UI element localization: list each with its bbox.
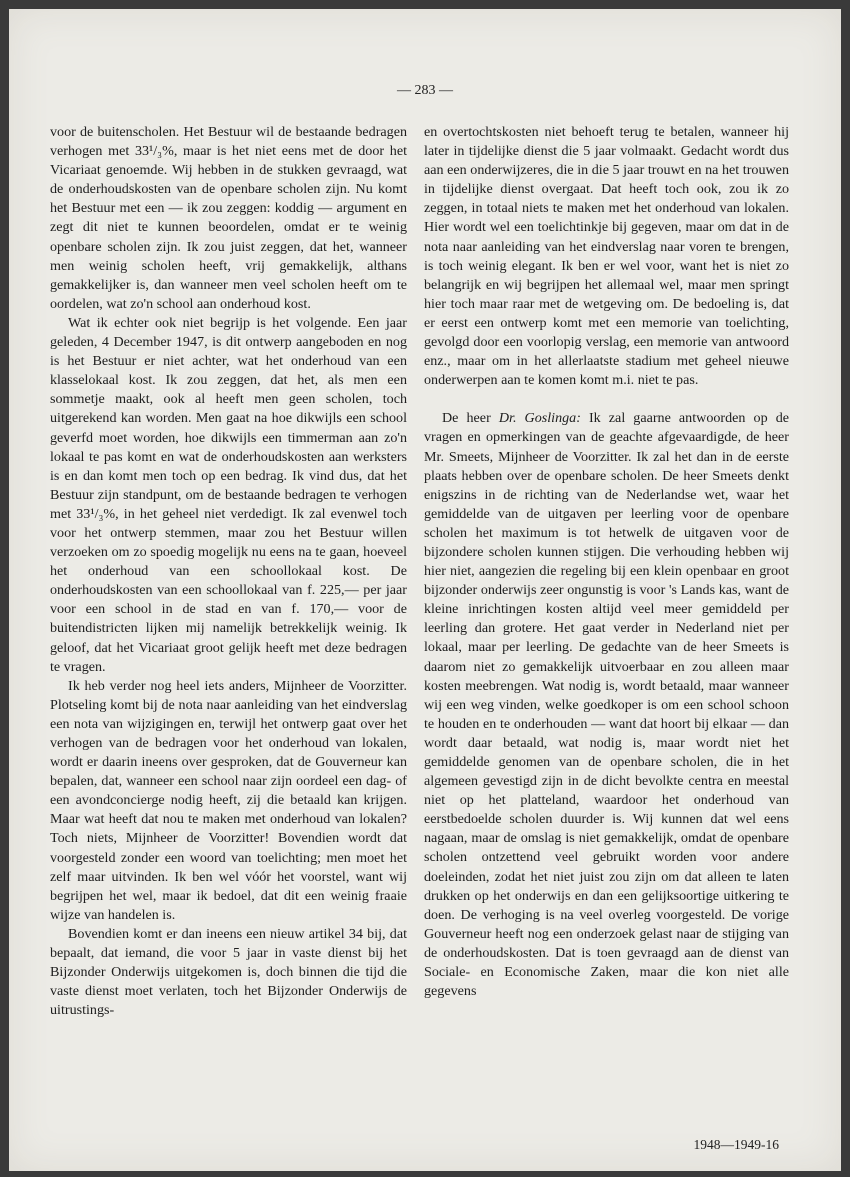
- speaker-paragraph: [424, 409, 789, 1001]
- paragraph: Wat ik echter ook niet begrijp is het volgende. Een jaar geleden, 4 December 1947, is dit ontwerp aangeboden en nog is het Bestuur er niet achter, wat het onderhoud van een klasselokaal kost. Ik zou zeggen, dat het, als men een sommetje maakt, ook al heeft men geen scholen, toch uitgerekend kan worden. Men gaat na hoe dikwijls een school geverfd moet worden, hoe dikwijls een timmerman aan zo'n lokaal te pas komt en wat de onderhoudskosten aan werksters is en dan komt men toch op een bedrag. Ik vind dus, dat het Bestuur zijn standpunt, om de bestaande bedragen te verhogen met 33¹/₃%, in het geheel niet verdedigt. Ik zal evenwel toch voor het ontwerp stemmen, maar zou het Bestuur willen verzoeken om zo spoedig mogelijk nu eens na te gaan, hoeveel het onderhoud van een schoollokaal kost. De onderhoudskosten van een schoollokaal van f. 225,— per jaar voor een school in de stad en van f. 170,— voor de buitendistricten lijken mij namelijk betrekkelijk weinig. Ik geloof, dat het Vicariaat groot gelijk heeft met deze bedragen te vragen.: [50, 314, 407, 675]
- paragraph: Bovendien komt er dan ineens een nieuw artikel 34 bij, dat bepaalt, dat iemand, die voor 5 jaar in vaste dienst bij het Bijzonder Onderwijs uitgekomen is, doch binnen die tijd die vaste dienst moet verlaten, toch het Bijzonder Onderwijs de uitrustings-: [50, 925, 407, 1019]
- left-column: [50, 123, 407, 1020]
- right-column: [424, 123, 789, 1001]
- document-page: [9, 9, 841, 1171]
- paragraph: voor de buitenscholen. Het Bestuur wil de bestaande bedragen verhogen met 33¹/₃%, maar is het niet eens met de door het Vicariaat genoemde. Wij hebben in de stukken gevraagd, wat de onderhoudskosten van de openbare scholen zijn. Nu komt het Bestuur met een — ik zou zeggen: koddig — argument en zegt dit niet te kunnen beoordelen, omdat er te weinig openbare scholen zijn. Ik zou juist zeggen, dat het, wanneer men weinig scholen heeft, vrij gemakkelijk, althans gemakkelijker is, dan wanneer men veel scholen heeft om te oordelen, wat zo'n school aan onderhoud kost.: [50, 124, 407, 312]
- footer-code: 1948—1949-16: [693, 1137, 779, 1152]
- paragraph: Ik heb verder nog heel iets anders, Mijnheer de Voorzitter. Plotseling komt bij de nota naar aanleiding van het eindverslag een nota van wijzigingen en, terwijl het ontwerp gaat over het verhogen van de bedragen voor het onderhoud van lokalen, wordt er daarin ineens over gesproken, dat de Gouverneur kan bepalen, dat, wanneer een school naar zijn oordeel een dag- of een avondconcierge nodig heeft, zij die betaald kan krijgen. Maar wat heeft dat nou te maken met onderhoud van lokalen? Toch niets, Mijnheer de Voorzitter! Bovendien wordt dat voorgesteld zonder een woord van toelichting; men moet het zelf maar uitvinden. Ik ben wel vóór het voorstel, want wij begrijpen het wel, maar ik bedoel, dat dit een weinig fraaie wijze van handelen is.: [50, 677, 407, 923]
- page-number: — 283 —: [397, 83, 453, 98]
- speaker-prefix: De heer: [442, 410, 499, 427]
- speaker-name: Dr. Goslinga:: [498, 410, 581, 427]
- paragraph: en overtochtskosten niet behoeft terug te betalen, wanneer hij later in tijdelijke dienst die 5 jaar volmaakt. Gedacht wordt dus aan een onderwijzeres, die in die 5 jaar trouwt en na het trouwen in tijdelijke dienst overgaat. Dat heeft toch ook, zou ik zo zeggen, in totaal niets te maken met het onderhoud van lokalen. Hier wordt wel een toelichtinkje bij gegeven, maar om dat in de nota naar aanleiding van het eindverslag naar voren te brengen, is toch weinig elegant. Ik ben er wel voor, want het is niet zo belangrijk en wij begrijpen het allemaal wel, maar men springt hier toch maar raar met de wetgeving om. De bedoeling is, dat er eerst een ontwerp komt met een memorie van toelichting, gevolgd door een voorlopig verslag, een memorie van antwoord enz., maar om in het allerlaatste stadium met geheel nieuwe onderwerpen aan te komen komt m.i. niet te pas.: [424, 124, 789, 389]
- speaker-text: Ik zal gaarne antwoorden op de vragen en opmerkingen van de geachte afgevaardigde, de heer Mr. Smeets, Mijnheer de Voorzitter. Ik zal het dan in de eerste plaats hebben over de openbare scholen. De heer Smeets denkt enigszins in de richting van de Nederlandse wet, waar het gemiddelde van de uitgaven per leerling voor de openbare scholen het maximum is tot hetwelk de uitgaven voor de bijzondere scholen kunnen stijgen. Die verhouding hebben wij hier niet, aangezien die regeling bij een klein openbaar en groot bijzonder onderwijs zeer ongunstig is voor 's Lands kas, want de kleine inrichtingen kosten altijd veel meer gemiddeld per leerling dan grotere. Het gaat verder in Nederland niet per lokaal, maar per leerling. De gedachte van de heer Smeets is daarom niet zo gemakkelijk uitvoerbaar en zou alleen maar kosten meebrengen. Wat nodig is, wordt betaald, maar wanneer wij een weg vinden, welke goedkoper is om een school schoon te houden en te onderhouden — want dat hoort bij elkaar — dan wordt daar betaald, wat nodig is, maar wordt niet het gemiddelde genomen van de openbare scholen, die in het algemeen gevestigd zijn in de dicht bevolkte centra en meestal niet op het platteland, waardoor het onderhoud van eerstbedoelde scholen duurder is. Wij kunnen dat wel eens nagaan, maar de omslag is niet gemakkelijk, omdat de openbare scholen ontzettend veel gebruikt worden voor andere doeleinden, zodat het niet juist zou zijn om dat alleen te laten drukken op het onderwijs en dan een gelijksoortige uitkering te doen. De verhoging is na veel overleg voorgesteld. De vorige Gouverneur heeft nog een onderzoek gelast naar de stijging van de onderhoudskosten. Dat is toen gevraagd aan de dienst van Sociale- en Economische Zaken, maar die kon niet alle gegevens: [424, 410, 790, 1000]
